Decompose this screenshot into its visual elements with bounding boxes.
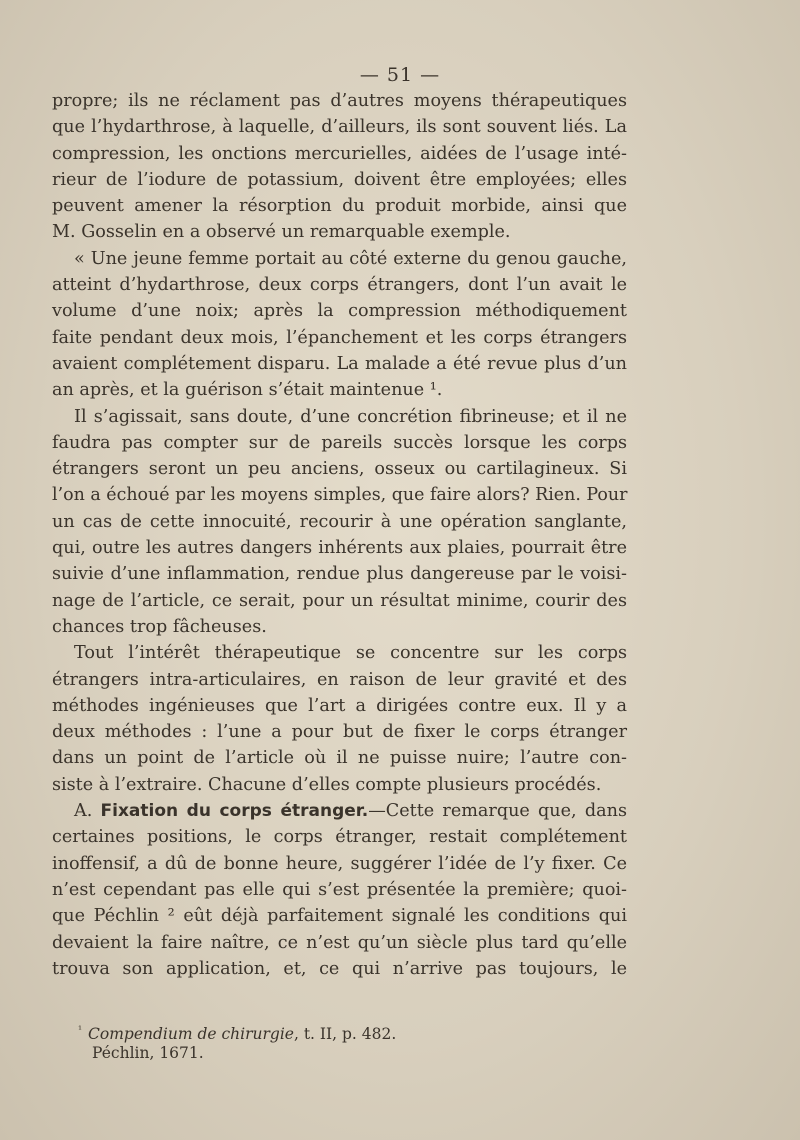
text-line: faudra pas compter sur de pareils succès lorsque les corps xyxy=(52,432,627,453)
text-line: deux méthodes : l’une a pour but de fixer le corps étranger xyxy=(52,722,627,743)
text-line: nage de l’article, ce serait, pour un résultat minime, courir des xyxy=(52,590,627,611)
text-line: que l’hydarthrose, à laquelle, d’ailleurs, ils sont souvent liés. La xyxy=(52,117,627,138)
text-line: inoffensif, a dû de bonne heure, suggérer l’idée de l’y fixer. Ce xyxy=(52,853,627,874)
text-line: Il s’agissait, sans doute, d’une concrétion fibrineuse; et il ne xyxy=(74,406,627,427)
text-line: siste à l’extraire. Chacune d’elles compte plusieurs procédés. xyxy=(52,774,602,795)
text-line: peuvent amener la résorption du produit morbide, ainsi que xyxy=(52,196,627,217)
text-line: certaines positions, le corps étranger, restait complétement xyxy=(52,827,627,848)
body-text xyxy=(52,88,627,982)
footnotes xyxy=(78,1020,638,1064)
section-heading: Fixation du corps étranger. xyxy=(100,801,369,822)
section-first-line-text: Cette remarque que, dans xyxy=(385,801,627,822)
text-line: méthodes ingénieuses que l’art a dirigées contre eux. Il y a xyxy=(52,695,627,716)
text-line: compression, les onctions mercurielles, aidées de l’usage inté- xyxy=(52,143,627,164)
footnote xyxy=(78,1042,638,1064)
text-line: faite pendant deux mois, l’épanchement et les corps étrangers xyxy=(52,327,627,348)
text-line: « Une jeune femme portait au côté externe du genou gauche, xyxy=(74,248,627,269)
text-line: dans un point de l’article où il ne puisse nuire; l’autre con- xyxy=(52,748,627,769)
text-line: atteint d’hydarthrose, deux corps étrangers, dont l’un avait le xyxy=(52,275,627,296)
section-heading-line xyxy=(52,798,627,824)
text-line: trouva son application, et, ce qui n’arrive pas toujours, le xyxy=(52,958,627,979)
text-line: qui, outre les autres dangers inhérents aux plaies, pourrait être xyxy=(52,538,627,559)
text-line: Tout l’intérêt thérapeutique se concentre sur les corps xyxy=(74,643,627,664)
text-line: volume d’une noix; après la compression méthodiquement xyxy=(52,301,627,322)
text-line: rieur de l’iodure de potassium, doivent être employées; elles xyxy=(52,169,627,190)
text-line: devaient la faire naître, ce n’est qu’un siècle plus tard qu’elle xyxy=(52,932,627,953)
footnote-title: Compendium de chirurgie xyxy=(88,1025,294,1044)
text-line: l’on a échoué par les moyens simples, que faire alors? Rien. Pour xyxy=(52,485,628,506)
text-line: suivie d’une inflammation, rendue plus dangereuse par le voisi- xyxy=(52,564,627,585)
text-line: étrangers seront un peu anciens, osseux ou cartilagineux. Si xyxy=(52,459,627,480)
text-line: que Péchlin ² eût déjà parfaitement signalé les conditions qui xyxy=(52,906,627,927)
section-dash: — xyxy=(368,801,386,822)
text-line: avaient complétement disparu. La malade a été revue plus d’un xyxy=(52,353,627,374)
footnote xyxy=(78,1020,638,1042)
footnote-mark: ¹ xyxy=(78,1025,83,1036)
text-line: propre; ils ne réclament pas d’autres moyens thérapeutiques xyxy=(52,91,627,111)
text-line: un cas de cette innocuité, recourir à une opération sanglante, xyxy=(52,511,627,532)
text-line: étrangers intra-articulaires, en raison de leur gravité et des xyxy=(52,669,627,690)
text-line: n’est cependant pas elle qui s’est présentée la première; quoi- xyxy=(52,879,627,900)
page-number: — 51 — xyxy=(359,64,441,86)
footnote-text: Péchlin, 1671. xyxy=(92,1044,204,1062)
text-line: M. Gosselin en a observé un remarquable exemple. xyxy=(52,222,511,243)
text-line: chances trop fâcheuses. xyxy=(52,616,267,637)
footnote-text: , t. II, p. 482. xyxy=(293,1025,397,1044)
text-line: an après, et la guérison s’était maintenue ¹. xyxy=(52,380,443,401)
section-label: A. xyxy=(74,801,101,822)
